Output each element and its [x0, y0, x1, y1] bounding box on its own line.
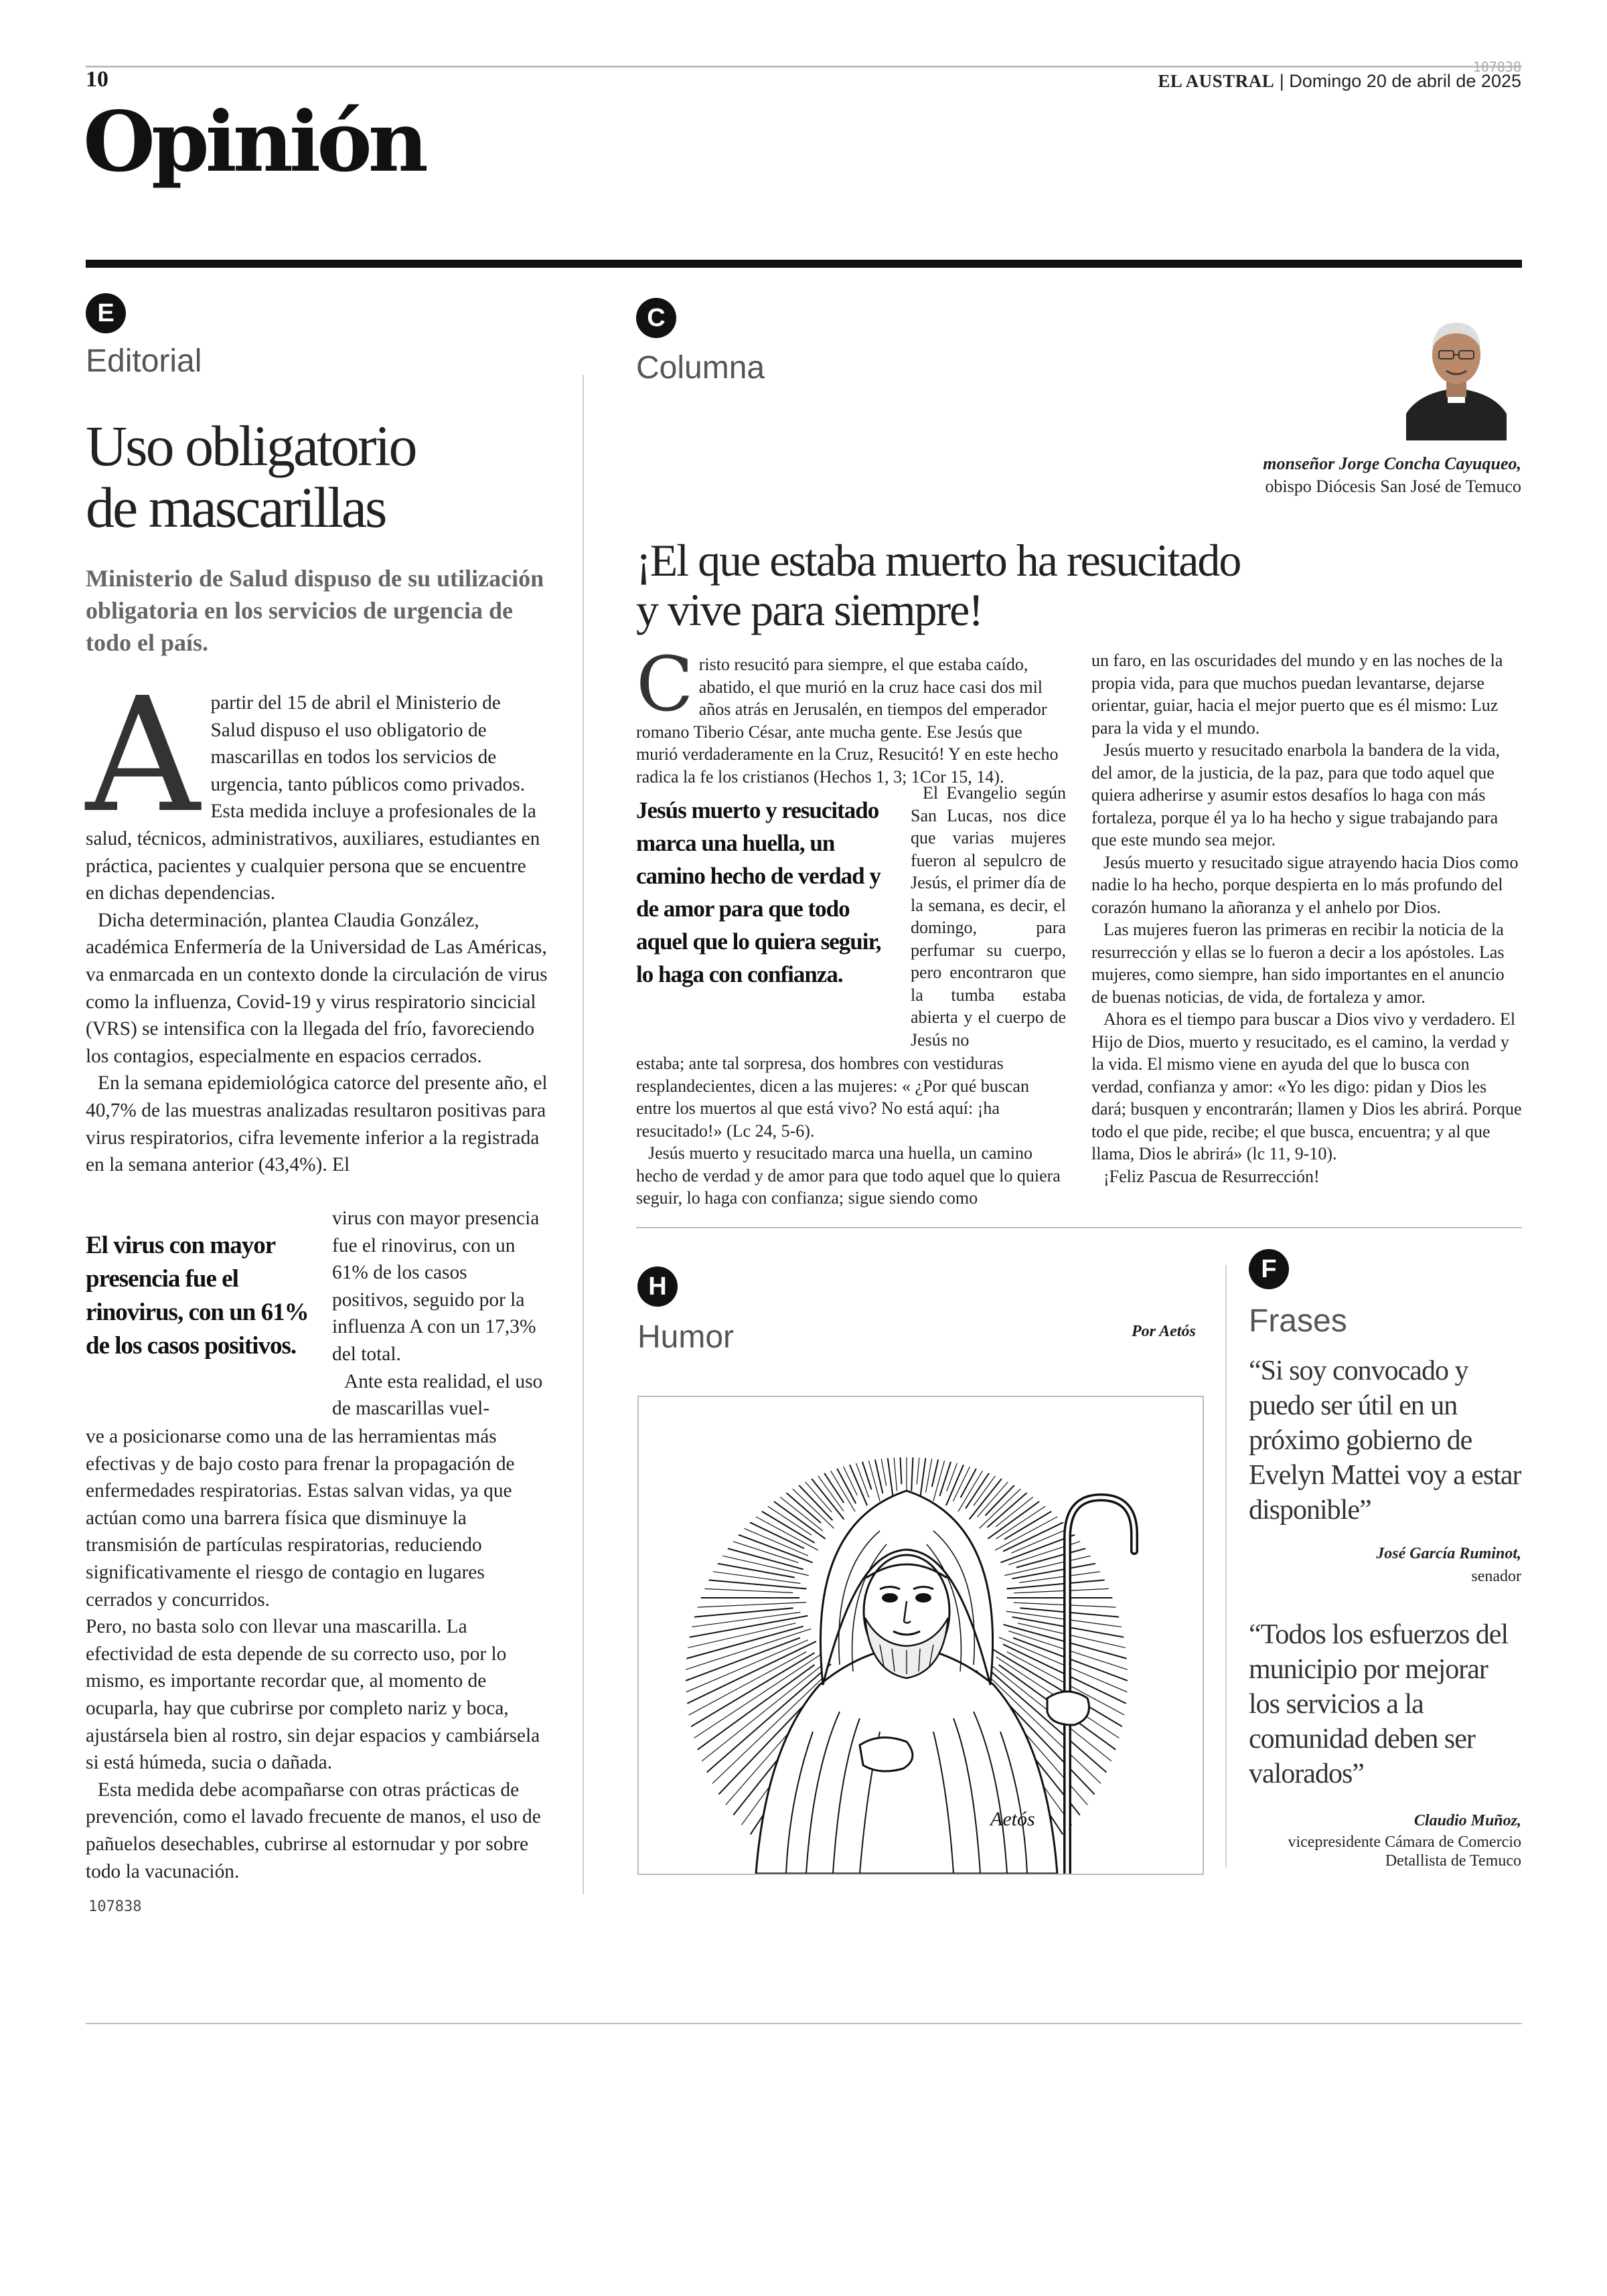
halo-ray: [926, 1397, 969, 1493]
frase-author-2-name: Claudio Muñoz,: [1413, 1812, 1521, 1829]
editorial-title: [86, 415, 568, 538]
halo-ray: [1004, 1625, 1203, 1690]
column-paragraph: ¡Feliz Pascua de Resurrección!: [1103, 1166, 1320, 1186]
frases-label: Frases: [1249, 1303, 1347, 1339]
halo-ray: [742, 1397, 856, 1503]
bottom-rule: [86, 2023, 1522, 2024]
column-paragraph: Ahora es el tiempo para buscar a Dios vivo y verdadero. El Hijo de Dios, muerto y resucitado, es el camino, la verdad y la vida. El mismo viene en ayuda del que lo busca con verdad, confianza y amor: «Yo les digo: pidan y Dios les dará; busquen y encontrarán; llamen y Dios les abrirá. Porque todo el que pide, recibe; el que busca, encuentra; y al que llama, Dios le abrirá» (lc 11, 9-10).: [1091, 1009, 1522, 1163]
halo-ray: [702, 1397, 844, 1511]
section-rule: [86, 260, 1522, 268]
editorial-body-top: [86, 663, 548, 1179]
column-label: Columna: [636, 350, 765, 386]
halo-ray: [639, 1520, 809, 1575]
halo-ray: [770, 1397, 867, 1505]
column-paragraph: Jesús muerto y resucitado sigue atrayendo hacia Dios como nadie lo ha hecho, porque despierta en lo más profundo del corazón humano la añoranza y el anhelo por Dios.: [1091, 852, 1519, 917]
column-title-line2: y vive para siempre!: [636, 584, 982, 635]
cartoon-signature: Aetós: [990, 1808, 1035, 1830]
halo-ray: [715, 1397, 844, 1503]
editorial-paragraph: ve a posicionarse como una de las herramientas más efectivas y de bajo costo para frenar la propagación de enfermedades respiratorias. Estas salvan vidas, ya que actúan como una barrera física que disminuye la transmisión de partículas respiratorias, reduciendo significativamente el riesgo de contagio en lugares cerrados y concurridos.: [86, 1426, 515, 1611]
editorial-paragraph: Dicha determinación, plantea Claudia González, académica Enfermería de la Universidad de Las Américas, va enmarcada en un contexto donde la circulación de virus como la influenza, Covid-19 y virus respiratorio sincicial (VRS) se intensifica con la llegada del frío, favoreciendo los contagios, especialmente en espacios cerrados.: [86, 909, 548, 1067]
halo-ray: [988, 1397, 1188, 1539]
editorial-label: Editorial: [86, 343, 202, 379]
top-rule: [86, 66, 1522, 68]
issue-date: | Domingo 20 de abril de 2025: [1279, 71, 1521, 91]
halo-ray: [639, 1566, 807, 1588]
page-code: 107838: [1472, 59, 1521, 75]
halo-ray: [946, 1397, 1043, 1505]
halo-ray: [655, 1397, 834, 1528]
halo-ray: [932, 1397, 984, 1487]
halo-ray: [917, 1397, 937, 1485]
column-divider-right: [1225, 1265, 1227, 1868]
halo-ray: [639, 1582, 793, 1593]
halo-ray: [639, 1608, 793, 1629]
halo-ray: [639, 1551, 800, 1583]
column-body-intro: [636, 641, 1065, 788]
halo-ray: [639, 1406, 812, 1536]
newspaper-name: EL AUSTRAL: [1158, 71, 1275, 91]
frase-quote-2: “Todos los esfuerzos del municipio por mejorar los servicios a la comunidad deben ser valorados”: [1249, 1619, 1509, 1789]
halo-ray: [755, 1397, 857, 1495]
page-number: 10: [86, 67, 108, 92]
editorial-pull-quote: El virus con mayor presencia fue el rinovirus, con un 61% de los casos positivos.: [86, 1232, 309, 1360]
halo-ray: [644, 1397, 821, 1523]
column-paragraph: Jesús muerto y resucitado enarbola la bandera de la vida, del amor, de la justicia, de la paz, para que todo aquel que quiera adherirse y asumir estos desafíos lo haga con más fortaleza, porque él ya lo ha hecho y sigue trabajando para que este mundo sea mejor.: [1091, 740, 1500, 849]
halo-ray: [666, 1397, 833, 1520]
editorial-deck: Ministerio de Salud dispuso de su utilización obligatoria en los servicios de urgencia de todo el país.: [86, 565, 544, 656]
author-photo: [1406, 313, 1507, 440]
column-author: [1263, 453, 1521, 498]
column-paragraph: risto resucitó para siempre, el que estaba caído, abatido, el que murió en la cruz hace casi dos mil años atrás en Jerusalén, en tiempos del emperador romano Tiberio César, ante mucha gente. Ese Jesús que murió verdaderamente en la Cruz, Resucitó! Y en este hecho radica la fe los cristianos (Hechos 1, 3; 1Cor 15, 14).: [636, 655, 1059, 787]
frase-author-1-role: senador: [1471, 1568, 1521, 1585]
halo-ray: [639, 1397, 823, 1531]
frase-author-2-role-1: vicepresidente Cámara de Comercio: [1288, 1833, 1521, 1851]
column-title-line1: ¡El que estaba muerto ha resucitado: [636, 535, 1241, 586]
halo-ray: [1006, 1566, 1203, 1588]
editorial-drop-cap: A: [86, 663, 200, 847]
jesus-shepherd-illustration: [639, 1397, 1203, 1874]
humor-byline: Por Aetós: [1132, 1323, 1196, 1340]
author-portrait-icon: [1406, 313, 1507, 440]
halo-ray: [1004, 1419, 1203, 1540]
column-paragraph: El Evangelio según San Lucas, nos dice que varias mujeres fueron al sepulcro de Jesús, el primer día de la semana, es decir, el domingo, para perfumar su cuerpo, pero encontraron que la tumba estaba abierta y el cuerpo de Jesús no: [911, 783, 1066, 1050]
column-pull-quote: Jesús muerto y resucitado marca una huella, un camino hecho de verdad y de amor para que todo aquel que lo quiera seguir, lo haga con confianza.: [636, 797, 881, 987]
halo-ray: [1000, 1475, 1203, 1562]
column-paragraph: Las mujeres fueron las primeras en recibir la noticia de la resurrección y ellas se lo fueron a decir a los apóstoles. Las mujeres, como siempre, han sido importantes en el anuncio de buenas noticias, de vida, de fortaleza y amor.: [1091, 920, 1505, 1007]
halo-ray: [728, 1397, 855, 1511]
column-divider-left: [583, 375, 584, 1894]
column-paragraph: Jesús muerto y resucitado marca una huella, un camino hecho de verdad y de amor para que todo aquel que lo quiera seguir, lo haga con confianza; sigue siendo como: [636, 1143, 1061, 1208]
humor-label: Humor: [637, 1319, 735, 1355]
frase-author-2: [1288, 1811, 1521, 1870]
halo-ray: [1019, 1551, 1203, 1582]
halo-ray: [1014, 1603, 1203, 1613]
halo-ray: [639, 1447, 804, 1548]
editorial-title-line2: de mascarillas: [86, 475, 386, 540]
halo-ray: [860, 1397, 893, 1498]
editorial-badge: E: [86, 293, 126, 333]
halo-ray: [966, 1397, 1098, 1508]
halo-ray: [1004, 1520, 1203, 1575]
halo-ray: [639, 1603, 806, 1614]
editorial-paragraph: Ante esta realidad, el uso de mascarillas vuel-: [332, 1370, 543, 1420]
halo-ray: [911, 1397, 922, 1491]
halo-ray: [985, 1397, 1147, 1515]
column-body-narrow: [911, 782, 1066, 1051]
halo-ray: [947, 1397, 1029, 1491]
column-body-mid: [636, 1052, 1066, 1210]
masthead-line: [1158, 71, 1521, 92]
halo-ray: [996, 1397, 1179, 1527]
editorial-body-narrow: [332, 1205, 548, 1422]
column-author-name: monseñor Jorge Concha Cayuqueo,: [1263, 454, 1521, 473]
halo-ray: [639, 1536, 795, 1577]
editorial-paragraph: virus con mayor presencia fue el rinovirus, con un 61% de los casos positivos, seguido por la influenza A con un 17,3% del total.: [332, 1208, 540, 1365]
halo-ray: [891, 1397, 902, 1484]
halo-ray: [920, 1397, 953, 1498]
frase-author-2-role-2: Detallista de Temuco: [1385, 1852, 1521, 1870]
halo-ray: [1016, 1505, 1203, 1568]
halo-ray: [961, 1397, 1072, 1497]
halo-ray: [1014, 1582, 1203, 1593]
frase-author-1: [1376, 1542, 1521, 1588]
column-paragraph: estaba; ante tal sorpresa, dos hombres con vestiduras resplandecientes, dicen a las mujeres: « ¿Por qué buscan entre los muertos al que está vivo? No está aquí: ¡ha resucitado!» (Lc 24, 5-6).: [636, 1054, 1029, 1141]
halo-ray: [690, 1397, 844, 1520]
halo-ray: [953, 1397, 1057, 1501]
frase-quote-1: “Si soy convocado y puedo ser útil en un próximo gobierno de Evelyn Mattei voy a estar disponible”: [1249, 1356, 1521, 1526]
editorial-body-bottom: [86, 1423, 548, 1885]
halo-ray: [1003, 1644, 1203, 1748]
halo-ray: [995, 1433, 1203, 1550]
section-title: Opinión: [83, 94, 425, 191]
halo-ray: [639, 1397, 826, 1539]
column-author-role: obispo Diócesis San José de Temuco: [1265, 477, 1521, 496]
editorial-paragraph: En la semana epidemiológica catorce del presente año, el 40,7% de las muestras analizadas resultaron positivas para virus respiratorios, cifra levemente inferior a la registrada en la semana anterior (43,4%). El: [86, 1072, 548, 1176]
halo-ray: [639, 1419, 815, 1543]
halo-ray: [639, 1612, 800, 1644]
column-drop-cap: C: [636, 641, 694, 728]
frases-badge: F: [1249, 1249, 1289, 1289]
halo-ray: [1012, 1536, 1203, 1578]
humor-cartoon: [637, 1396, 1204, 1875]
editorial-title-line1: Uso obligatorio: [86, 414, 416, 478]
halo-ray: [1011, 1461, 1203, 1554]
halo-ray: [958, 1397, 1085, 1511]
editorial-paragraph: partir del 15 de abril el Ministerio de Salud dispuso el uso obligatorio de mascarillas en todos los servicios de urgencia, tanto públicos como privados. Esta medida incluye a profesionales de la salud, técnicos, administrativos, auxiliares, estudiantes en práctica, pacientes y cualquier persona que se encuentre en dichas dependencias.: [86, 692, 540, 904]
halo-ray: [974, 1397, 1112, 1505]
column-paragraph: un faro, en las oscuridades del mundo y en las noches de la propia vida, para que muchos puedan levantarse, dejarse orientar, guiar, hacia el mejor puerto que es él mismo: Luz para la vida y el mundo.: [1091, 651, 1503, 738]
column-badge: C: [636, 298, 676, 338]
column-title: [636, 536, 1440, 635]
column-body-right: [1091, 649, 1522, 1187]
halo-ray: [939, 1397, 1014, 1496]
halo-ray: [639, 1623, 795, 1675]
humor-badge: H: [637, 1266, 678, 1307]
editorial-paragraph: Esta medida debe acompañarse con otras prácticas de prevención, como el lavado frecuente de manos, el uso de pañuelos desechables, cubrirse al estornudar y por sobre todo la vacunación.: [86, 1779, 541, 1882]
editorial-paragraph: Pero, no basta solo con llevar una mascarilla. La efectividad de esta depende de su correcto uso, por lo mismo, es importante recordar que, al momento de ocuparla, hay que cubrirse por completo nariz y boca, ajustársela bien al rostro, sin dejar espacios y cambiársela si está húmeda, sucia o dañada.: [86, 1616, 540, 1774]
frase-author-1-name: José García Ruminot,: [1376, 1545, 1521, 1562]
halo-ray: [996, 1406, 1197, 1539]
editorial-code: 107838: [88, 1898, 142, 1915]
halo-ray: [639, 1505, 804, 1570]
halo-ray: [784, 1397, 868, 1497]
halo-ray: [639, 1629, 811, 1705]
halo-ray: [639, 1433, 818, 1550]
column-end-rule: [636, 1227, 1522, 1228]
